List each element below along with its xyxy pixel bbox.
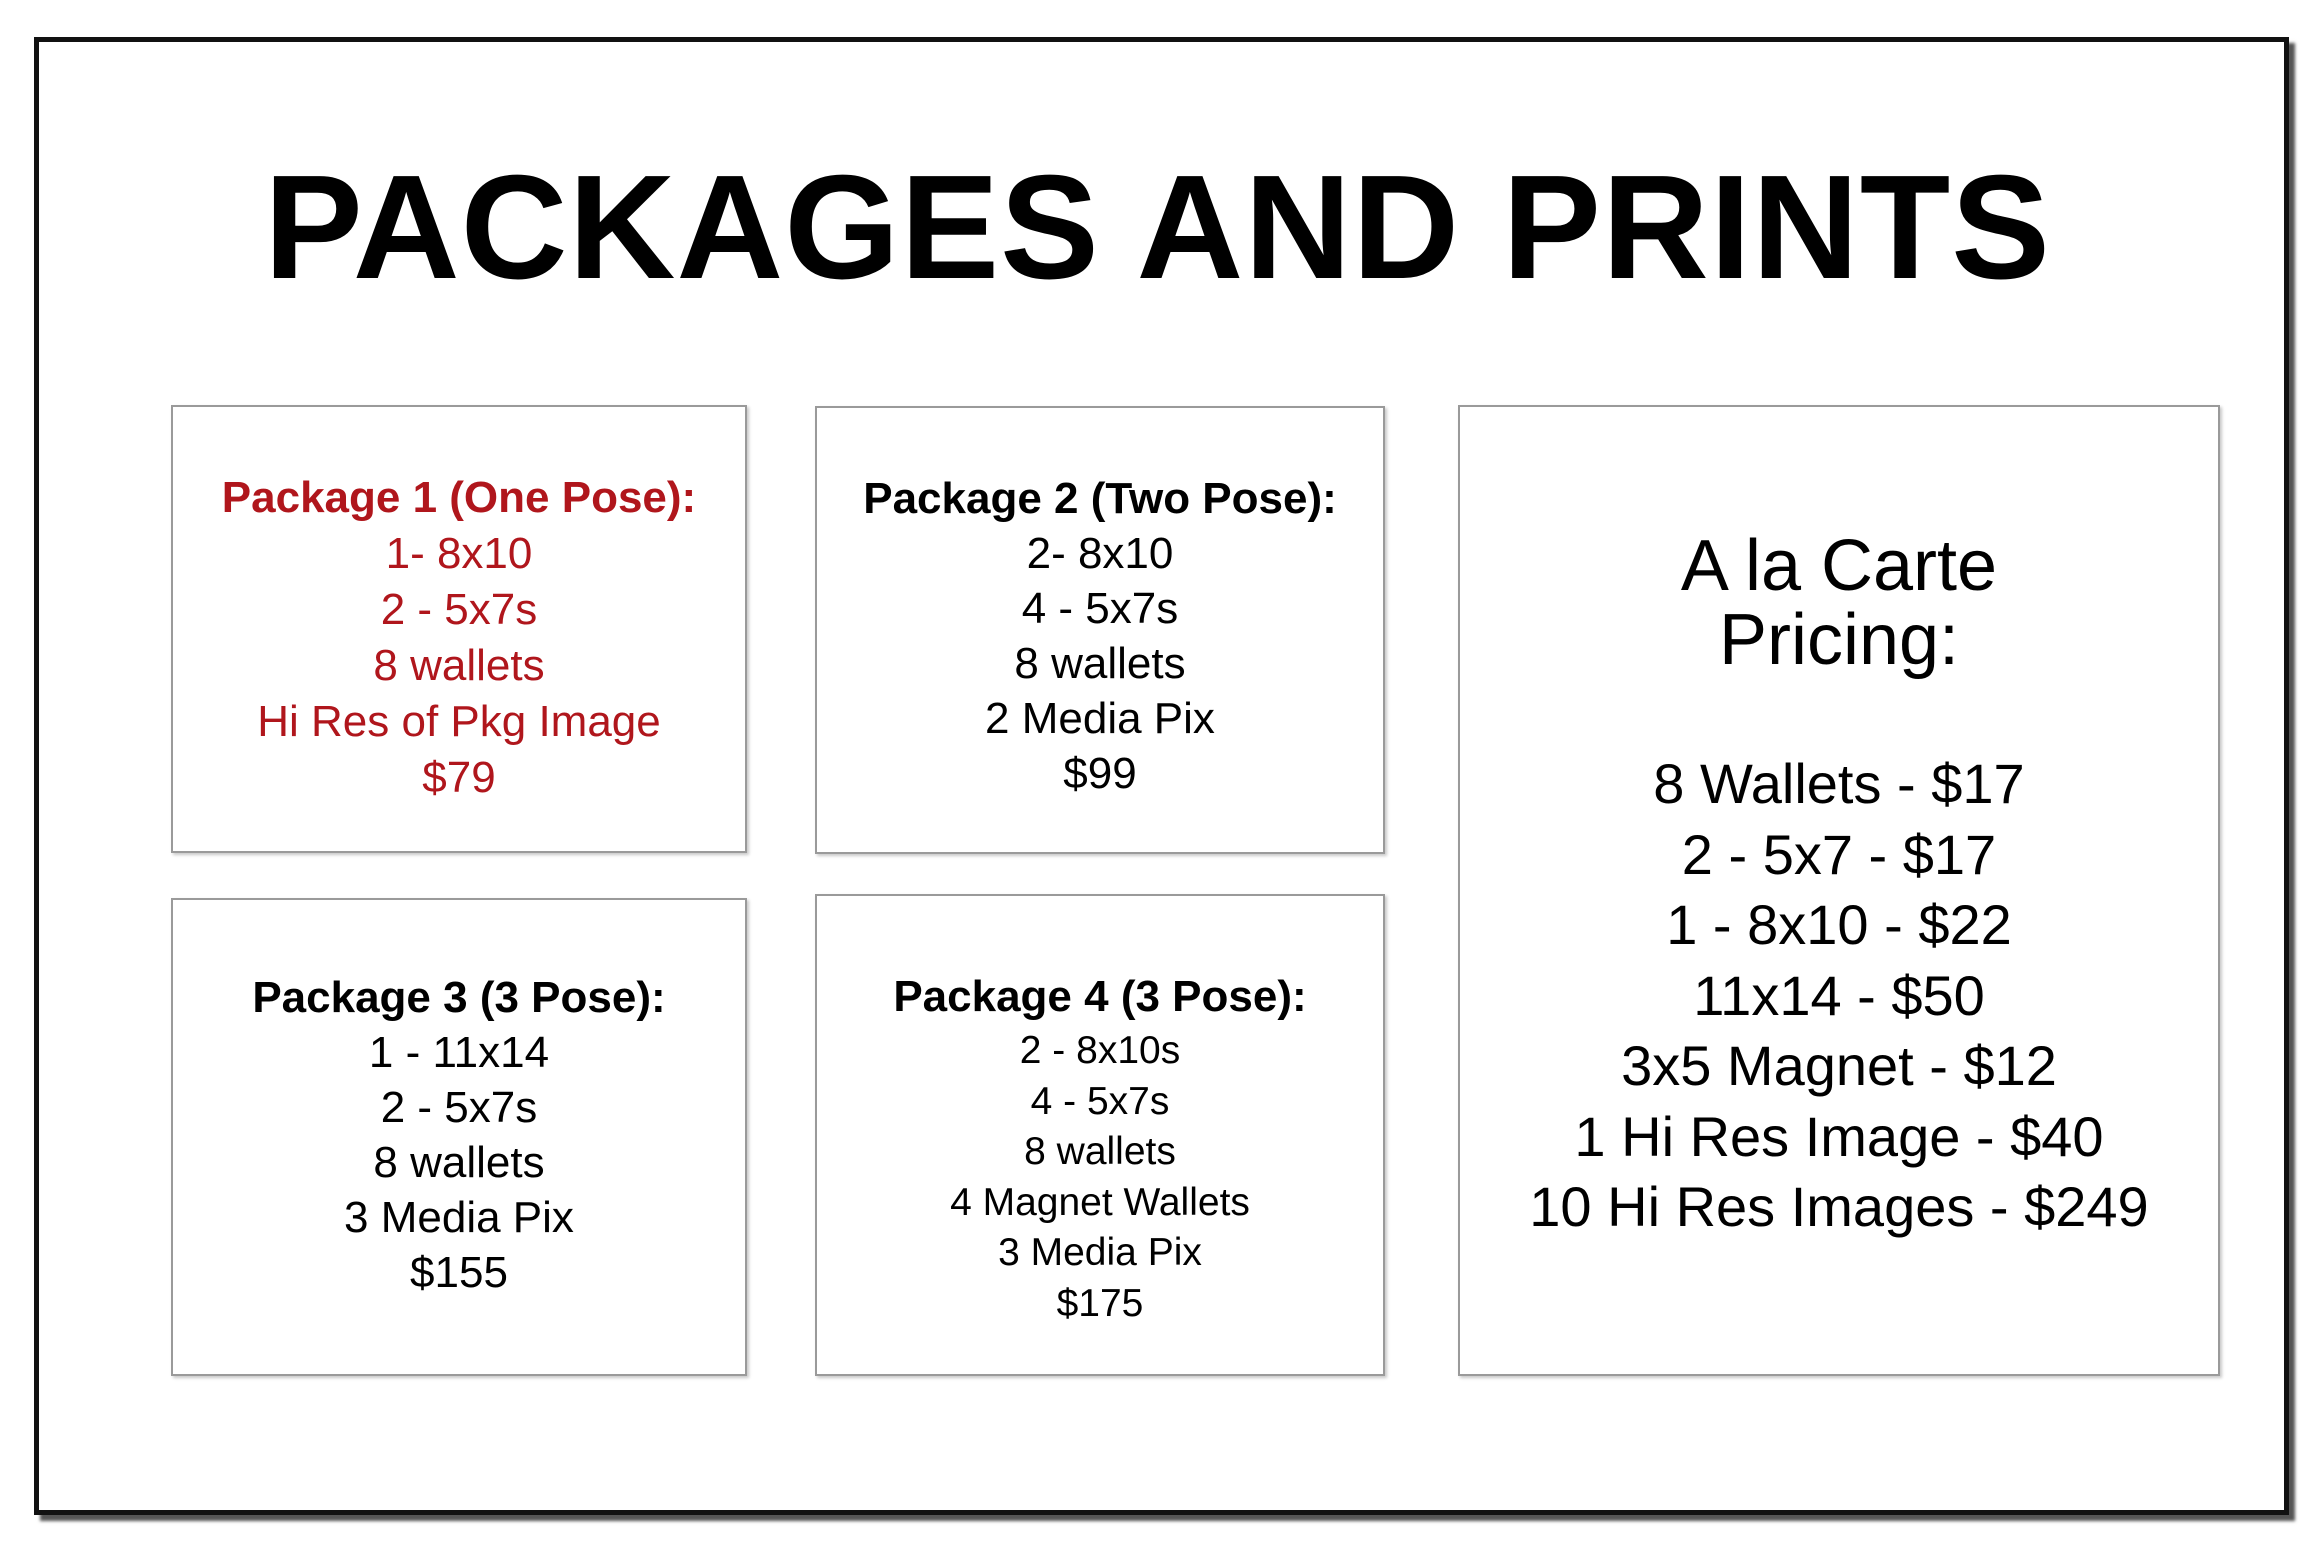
package-3-item: 2 - 5x7s [380, 1083, 538, 1132]
price-list-item: 1 - 8x10 - $22 [1666, 893, 2012, 956]
price-list-item: 3x5 Magnet - $12 [1621, 1034, 2057, 1097]
price-list-item: 2 - 5x7 - $17 [1681, 822, 1997, 886]
package-1-heading: Package 1 (One Pose): [221, 473, 697, 522]
package-1-item: 2 - 5x7s [380, 585, 538, 634]
package-2-item: 4 - 5x7s [1021, 584, 1179, 633]
page-title: PACKAGES AND PRINTS [264, 145, 2051, 310]
package-1-item: 1- 8x10 [385, 529, 533, 578]
package-4-box [815, 894, 1385, 1376]
package-3-heading: Package 3 (3 Pose): [252, 973, 666, 1022]
package-3-price: $155 [410, 1248, 508, 1297]
package-1-price: $79 [422, 753, 496, 802]
package-4-item: 8 wallets [1024, 1130, 1176, 1173]
price-list-item: 11x14 - $50 [1693, 963, 1985, 1027]
a-la-carte-box [1458, 405, 2220, 1376]
package-4-price: $175 [1056, 1281, 1144, 1325]
package-2-heading: Package 2 (Two Pose): [863, 474, 1337, 523]
package-2-item: 2 Media Pix [985, 694, 1215, 743]
package-3-item: 1 - 11x14 [368, 1028, 550, 1077]
package-2-box [815, 406, 1385, 854]
package-2-item: 8 wallets [1014, 639, 1186, 688]
package-1-box [171, 405, 747, 853]
a-la-carte-price-list [1460, 749, 2218, 1243]
package-3-item: 8 wallets [373, 1138, 545, 1187]
package-3-box [171, 898, 747, 1376]
package-4-item: 4 - 5x7s [1030, 1079, 1170, 1123]
package-2-price: $99 [1063, 749, 1137, 798]
package-3-item: 3 Media Pix [344, 1193, 574, 1242]
price-list-item: 1 Hi Res Image - $40 [1574, 1104, 2104, 1168]
a-la-carte-title-line-1: A la Carte [1680, 526, 1998, 606]
package-4-item: 3 Media Pix [998, 1231, 1202, 1274]
a-la-carte-title [1460, 526, 2218, 680]
package-4-item: 2 - 8x10s [1019, 1029, 1181, 1072]
package-4-heading: Package 4 (3 Pose): [893, 972, 1307, 1021]
a-la-carte-title-line-2: Pricing: [1718, 600, 1960, 680]
package-1-item: Hi Res of Pkg Image [257, 697, 661, 746]
price-list-item: 10 Hi Res Images - $249 [1529, 1175, 2149, 1238]
price-list-item: 8 Wallets - $17 [1653, 752, 2025, 815]
package-1-item: 8 wallets [373, 641, 545, 690]
package-2-item: 2- 8x10 [1026, 529, 1174, 578]
package-4-item: 4 Magnet Wallets [950, 1180, 1250, 1224]
